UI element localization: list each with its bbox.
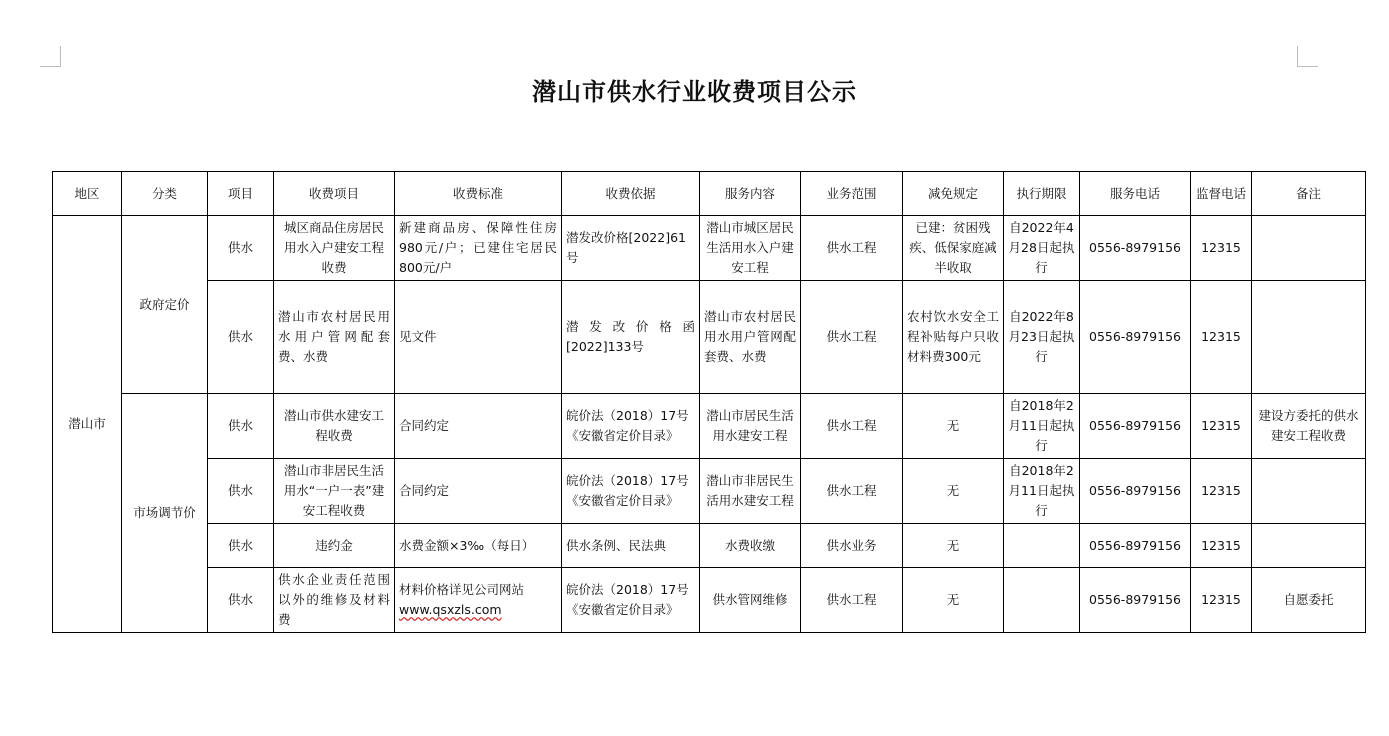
cell-supervision-phone: 12315	[1191, 216, 1252, 281]
cell-service-content: 潜山市农村居民用水用户管网配套费、水费	[700, 281, 801, 394]
cell-fee-basis: 供水条例、民法典	[562, 524, 700, 568]
cell-business-scope: 供水工程	[801, 568, 903, 633]
cell-project: 供水	[208, 568, 274, 633]
header-period: 执行期限	[1004, 172, 1080, 216]
cell-fee-basis: 潜发改价格[2022]61号	[562, 216, 700, 281]
document-title: 潜山市供水行业收费项目公示	[532, 77, 857, 106]
cell-service-phone: 0556-8979156	[1080, 524, 1191, 568]
cell-remark	[1252, 524, 1366, 568]
header-fee-standard: 收费标准	[395, 172, 562, 216]
cell-reduction: 无	[903, 459, 1004, 524]
cell-supervision-phone: 12315	[1191, 459, 1252, 524]
cell-period: 自2018年2月11日起执行	[1004, 394, 1080, 459]
cell-reduction: 无	[903, 568, 1004, 633]
header-project: 项目	[208, 172, 274, 216]
cell-fee-basis: 皖价法（2018）17号《安徽省定价目录》	[562, 394, 700, 459]
cell-period	[1004, 568, 1080, 633]
cell-fee-standard: 合同约定	[395, 459, 562, 524]
cell-service-content: 水费收缴	[700, 524, 801, 568]
cell-supervision-phone: 12315	[1191, 394, 1252, 459]
cell-service-content: 潜山市非居民生活用水建安工程	[700, 459, 801, 524]
cell-reduction: 已建：贫困残疾、低保家庭减半收取	[903, 216, 1004, 281]
table-row	[53, 568, 1366, 633]
cell-supervision-phone: 12315	[1191, 281, 1252, 394]
cell-period	[1004, 524, 1080, 568]
cell-reduction: 无	[903, 524, 1004, 568]
cell-fee-standard	[395, 568, 562, 633]
page-corner-mark-top-right	[1297, 46, 1318, 67]
header-service-content: 服务内容	[700, 172, 801, 216]
header-business-scope: 业务范围	[801, 172, 903, 216]
header-reduction: 减免规定	[903, 172, 1004, 216]
cell-period: 自2022年8月23日起执行	[1004, 281, 1080, 394]
cell-project: 供水	[208, 216, 274, 281]
cell-supervision-phone: 12315	[1191, 568, 1252, 633]
cell-service-content: 潜山市城区居民生活用水入户建安工程	[700, 216, 801, 281]
cell-service-phone: 0556-8979156	[1080, 568, 1191, 633]
header-remark: 备注	[1252, 172, 1366, 216]
cell-remark	[1252, 459, 1366, 524]
cell-fee-item: 供水企业责任范围以外的维修及材料费	[274, 568, 395, 633]
cell-service-phone: 0556-8979156	[1080, 394, 1191, 459]
header-category: 分类	[122, 172, 208, 216]
cell-fee-standard: 合同约定	[395, 394, 562, 459]
table-row	[53, 459, 1366, 524]
cell-period: 自2022年4月28日起执行	[1004, 216, 1080, 281]
cell-category: 市场调节价	[122, 394, 208, 633]
cell-fee-item: 潜山市农村居民用水用户管网配套费、水费	[274, 281, 395, 394]
cell-project: 供水	[208, 459, 274, 524]
cell-fee-standard: 见文件	[395, 281, 562, 394]
cell-fee-basis: 皖价法（2018）17号《安徽省定价目录》	[562, 568, 700, 633]
company-website-link[interactable]: www.qsxzls.com	[399, 602, 502, 617]
cell-business-scope: 供水工程	[801, 216, 903, 281]
cell-remark	[1252, 216, 1366, 281]
table-row	[53, 281, 1366, 394]
cell-supervision-phone: 12315	[1191, 524, 1252, 568]
cell-service-content: 供水管网维修	[700, 568, 801, 633]
table-header-row	[53, 172, 1366, 216]
header-region: 地区	[53, 172, 122, 216]
cell-region: 潜山市	[53, 216, 122, 633]
table-row	[53, 216, 1366, 281]
cell-business-scope: 供水工程	[801, 281, 903, 394]
cell-remark: 建设方委托的供水建安工程收费	[1252, 394, 1366, 459]
cell-fee-item: 违约金	[274, 524, 395, 568]
cell-remark: 自愿委托	[1252, 568, 1366, 633]
table-row	[53, 524, 1366, 568]
cell-business-scope: 供水工程	[801, 394, 903, 459]
cell-fee-item: 潜山市供水建安工程收费	[274, 394, 395, 459]
fee-standard-text: 材料价格详见公司网站	[399, 582, 525, 597]
cell-category: 政府定价	[122, 216, 208, 394]
cell-fee-standard: 水费金额×3‰（每日）	[395, 524, 562, 568]
header-supervision-phone: 监督电话	[1191, 172, 1252, 216]
cell-service-phone: 0556-8979156	[1080, 459, 1191, 524]
header-fee-item: 收费项目	[274, 172, 395, 216]
page-corner-mark-top-left	[40, 46, 61, 67]
header-fee-basis: 收费依据	[562, 172, 700, 216]
fee-table	[52, 171, 1366, 633]
cell-fee-basis: 皖价法（2018）17号《安徽省定价目录》	[562, 459, 700, 524]
cell-service-content: 潜山市居民生活用水建安工程	[700, 394, 801, 459]
header-service-phone: 服务电话	[1080, 172, 1191, 216]
cell-fee-standard: 新建商品房、保障性住房980元/户；已建住宅居民800元/户	[395, 216, 562, 281]
cell-remark	[1252, 281, 1366, 394]
cell-fee-basis: 潜发改价格函[2022]133号	[562, 281, 700, 394]
cell-service-phone: 0556-8979156	[1080, 281, 1191, 394]
cell-period: 自2018年2月11日起执行	[1004, 459, 1080, 524]
table-row	[53, 394, 1366, 459]
cell-business-scope: 供水工程	[801, 459, 903, 524]
cell-project: 供水	[208, 394, 274, 459]
cell-service-phone: 0556-8979156	[1080, 216, 1191, 281]
cell-fee-item: 潜山市非居民生活用水“一户一表”建安工程收费	[274, 459, 395, 524]
cell-business-scope: 供水业务	[801, 524, 903, 568]
cell-project: 供水	[208, 281, 274, 394]
cell-reduction: 农村饮水安全工程补贴每户只收材料费300元	[903, 281, 1004, 394]
cell-project: 供水	[208, 524, 274, 568]
cell-fee-item: 城区商品住房居民用水入户建安工程收费	[274, 216, 395, 281]
cell-reduction: 无	[903, 394, 1004, 459]
